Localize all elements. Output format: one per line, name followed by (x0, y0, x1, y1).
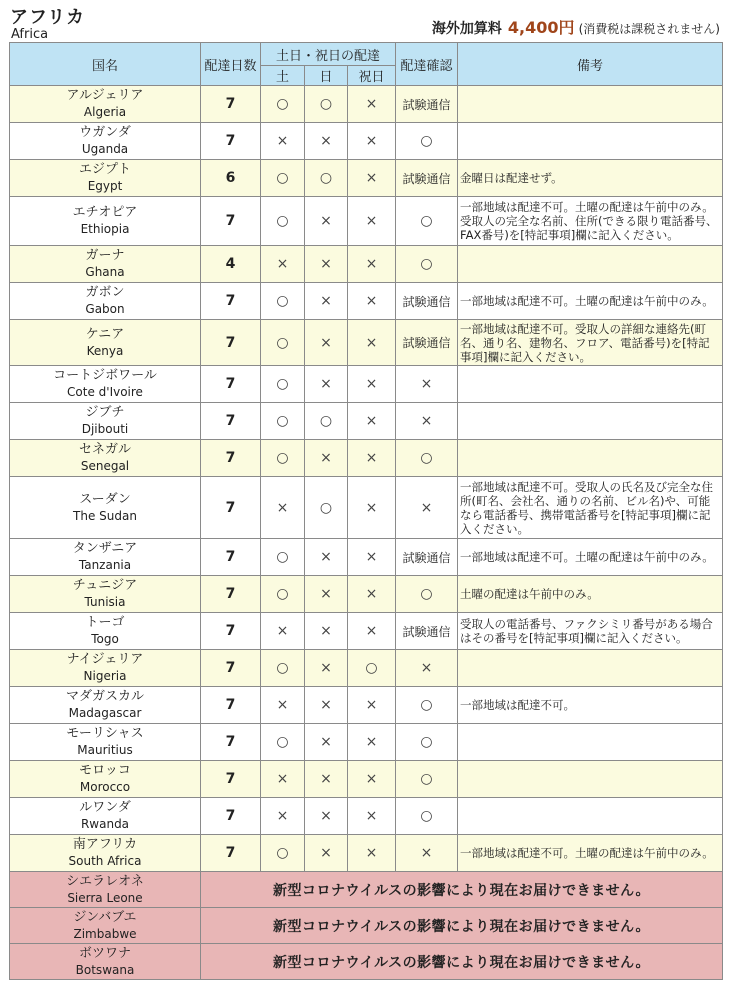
country-name-en: Ethiopia (80, 222, 130, 236)
delivery-table (9, 42, 723, 980)
header-country: 国名 (10, 43, 201, 86)
country-name-en: Tunisia (84, 595, 126, 609)
country-cell (10, 650, 201, 687)
delivery-confirm: 試験通信 (396, 86, 458, 123)
country-cell (10, 440, 201, 477)
sat-delivery: ○ (261, 403, 305, 440)
sat-delivery: ○ (261, 283, 305, 320)
delivery-days: 7 (201, 283, 261, 320)
table-row (10, 798, 723, 835)
holiday-delivery: × (348, 283, 396, 320)
country-name-jp: ボツワナ (78, 945, 131, 961)
country-name-jp: チュニジア (72, 578, 138, 593)
delivery-confirm: 試験通信 (396, 320, 458, 366)
country-name-jp: ジンバブエ (73, 909, 137, 925)
sun-delivery: × (305, 440, 348, 477)
country-name-en: The Sudan (73, 508, 137, 523)
country-name-jp: シエラレオネ (66, 873, 144, 889)
sun-delivery: × (305, 123, 348, 160)
sun-delivery: × (305, 798, 348, 835)
surcharge-info (432, 15, 720, 38)
country-name-en: Ghana (85, 265, 125, 279)
holiday-delivery: × (348, 440, 396, 477)
fee-amount: 4,400円 (507, 18, 575, 37)
header-confirm: 配達確認 (396, 43, 458, 86)
delivery-days: 7 (201, 366, 261, 403)
sat-delivery: × (261, 761, 305, 798)
holiday-delivery: × (348, 835, 396, 872)
delivery-days: 7 (201, 86, 261, 123)
delivery-days: 7 (201, 440, 261, 477)
country-name-en: Madagascar (68, 706, 142, 720)
table-row-unavailable (10, 872, 723, 908)
table-row (10, 761, 723, 798)
delivery-days: 7 (201, 320, 261, 366)
holiday-delivery: × (348, 123, 396, 160)
country-name-jp: トーゴ (85, 615, 125, 630)
country-name-jp: モロッコ (79, 763, 131, 778)
country-name-jp: アルジェリア (66, 88, 144, 103)
country-name-en: Kenya (86, 343, 124, 358)
remarks-cell (458, 246, 723, 283)
country-name-en: Botswana (75, 962, 135, 977)
country-name-en: Senegal (80, 459, 130, 473)
sun-delivery: × (305, 366, 348, 403)
sun-delivery: × (305, 687, 348, 724)
table-row (10, 283, 723, 320)
holiday-delivery: × (348, 539, 396, 576)
country-name-en: Rwanda (80, 817, 130, 831)
table-row (10, 539, 723, 576)
holiday-delivery: × (348, 197, 396, 246)
remarks-cell (458, 403, 723, 440)
sun-delivery: ○ (305, 86, 348, 123)
country-name-jp: エジプト (78, 162, 131, 177)
table-row-unavailable (10, 908, 723, 944)
remarks-cell (458, 440, 723, 477)
sat-delivery: ○ (261, 724, 305, 761)
sun-delivery: × (305, 613, 348, 650)
holiday-delivery: × (348, 724, 396, 761)
delivery-confirm: ○ (396, 761, 458, 798)
holiday-delivery: × (348, 366, 396, 403)
header-days: 配達日数 (201, 43, 261, 86)
table-row (10, 613, 723, 650)
sun-delivery: ○ (305, 403, 348, 440)
country-name-jp: スーダン (79, 491, 131, 507)
country-name-en: Tanzania (78, 558, 132, 572)
delivery-days: 7 (201, 123, 261, 160)
holiday-delivery: × (348, 798, 396, 835)
table-row (10, 440, 723, 477)
unavailable-message: 新型コロナウイルスの影響により現在お届けできません。 (201, 908, 723, 944)
delivery-confirm: ○ (396, 440, 458, 477)
country-cell (10, 724, 201, 761)
sun-delivery: × (305, 576, 348, 613)
page-title: アフリカ (10, 7, 86, 28)
header-holiday: 祝日 (348, 66, 396, 86)
sun-delivery: ○ (305, 477, 348, 539)
country-name-jp: コートジボワール (53, 368, 157, 383)
delivery-days: 7 (201, 724, 261, 761)
country-name-en: Mauritius (77, 743, 133, 757)
country-name-en: Gabon (85, 302, 125, 316)
sat-delivery: ○ (261, 197, 305, 246)
table-row (10, 123, 723, 160)
country-cell (10, 366, 201, 403)
delivery-confirm: ○ (396, 576, 458, 613)
sun-delivery: × (305, 650, 348, 687)
country-name-en: Togo (91, 632, 119, 646)
remarks-cell: 一部地域は配達不可。土曜の配達は午前中のみ。 (458, 835, 723, 872)
country-name-en: Morocco (79, 780, 131, 794)
remarks-cell: 一部地域は配達不可。土曜の配達は午前中のみ。受取人の完全な名前、住所(できる限り電話番号、FAX番号)を[特記事項]欄に記入ください。 (458, 197, 723, 246)
country-cell (10, 576, 201, 613)
sat-delivery: ○ (261, 366, 305, 403)
delivery-days: 7 (201, 576, 261, 613)
holiday-delivery: × (348, 320, 396, 366)
table-row (10, 576, 723, 613)
country-name-en: Zimbabwe (73, 926, 137, 941)
sun-delivery: × (305, 724, 348, 761)
fee-note: (消費税は課税されません) (578, 22, 720, 36)
sat-delivery: ○ (261, 160, 305, 197)
country-cell (10, 403, 201, 440)
delivery-confirm: ○ (396, 724, 458, 761)
sat-delivery: ○ (261, 440, 305, 477)
unavailable-message: 新型コロナウイルスの影響により現在お届けできません。 (201, 944, 723, 980)
remarks-cell: 一部地域は配達不可。受取人の氏名及び完全な住所(町名、会社名、通りの名前、ビル名)や、可能なら電話番号、携帯電話番号を[特記事項]欄に記入ください。 (458, 477, 723, 539)
holiday-delivery: × (348, 613, 396, 650)
header-sat: 土 (261, 66, 305, 86)
delivery-confirm: 試験通信 (396, 160, 458, 197)
country-cell (10, 123, 201, 160)
sat-delivery: ○ (261, 576, 305, 613)
country-name-en: Sierra Leone (67, 890, 143, 905)
country-cell (10, 872, 201, 908)
country-cell (10, 761, 201, 798)
sat-delivery: × (261, 798, 305, 835)
country-name-en: Nigeria (83, 669, 127, 683)
country-name-jp: ジブチ (85, 405, 125, 420)
holiday-delivery: × (348, 403, 396, 440)
remarks-cell (458, 724, 723, 761)
remarks-cell (458, 761, 723, 798)
country-cell (10, 197, 201, 246)
sat-delivery: ○ (261, 539, 305, 576)
country-name-jp: ガーナ (85, 248, 125, 263)
delivery-days: 7 (201, 197, 261, 246)
table-row-unavailable (10, 944, 723, 980)
sun-delivery: × (305, 320, 348, 366)
delivery-confirm: × (396, 477, 458, 539)
sun-delivery: × (305, 246, 348, 283)
delivery-days: 6 (201, 160, 261, 197)
remarks-cell: 土曜の配達は午前中のみ。 (458, 576, 723, 613)
country-cell (10, 539, 201, 576)
country-name-jp: マダガスカル (65, 689, 144, 704)
holiday-delivery: × (348, 86, 396, 123)
table-row (10, 246, 723, 283)
sat-delivery: × (261, 246, 305, 283)
delivery-days: 7 (201, 835, 261, 872)
delivery-confirm: ○ (396, 687, 458, 724)
country-cell (10, 798, 201, 835)
country-cell (10, 477, 201, 539)
country-cell (10, 160, 201, 197)
delivery-confirm: ○ (396, 246, 458, 283)
header-remarks: 備考 (458, 43, 723, 86)
country-cell (10, 86, 201, 123)
sun-delivery: × (305, 835, 348, 872)
table-row (10, 366, 723, 403)
country-name-jp: タンザニア (72, 541, 138, 556)
country-cell (10, 613, 201, 650)
sat-delivery: × (261, 123, 305, 160)
delivery-confirm: × (396, 366, 458, 403)
delivery-confirm: × (396, 403, 458, 440)
table-row (10, 320, 723, 366)
holiday-delivery: × (348, 160, 396, 197)
remarks-cell: 一部地域は配達不可。土曜の配達は午前中のみ。 (458, 539, 723, 576)
holiday-delivery: × (348, 477, 396, 539)
remarks-cell (458, 650, 723, 687)
delivery-days: 7 (201, 539, 261, 576)
country-name-jp: ルワンダ (79, 800, 131, 815)
sat-delivery: × (261, 477, 305, 539)
holiday-delivery: × (348, 246, 396, 283)
table-row (10, 687, 723, 724)
remarks-cell: 一部地域は配達不可。受取人の詳細な連絡先(町名、通り名、建物名、フロア、電話番号)を[特記事項]欄に記入ください。 (458, 320, 723, 366)
fee-label: 海外加算料 (431, 21, 502, 37)
sun-delivery: × (305, 539, 348, 576)
unavailable-message: 新型コロナウイルスの影響により現在お届けできません。 (201, 872, 723, 908)
delivery-confirm: 試験通信 (396, 283, 458, 320)
country-name-jp: ウガンダ (79, 125, 131, 140)
table-row (10, 160, 723, 197)
header-sun: 日 (305, 66, 348, 86)
holiday-delivery: × (348, 576, 396, 613)
delivery-days: 7 (201, 798, 261, 835)
country-name-en: Djibouti (81, 422, 129, 436)
delivery-days: 7 (201, 477, 261, 539)
holiday-delivery: ○ (348, 650, 396, 687)
delivery-days: 4 (201, 246, 261, 283)
country-cell (10, 246, 201, 283)
country-name-jp: ケニア (85, 326, 125, 342)
delivery-confirm: ○ (396, 123, 458, 160)
country-cell (10, 835, 201, 872)
page-subtitle: Africa (11, 27, 49, 42)
delivery-days: 7 (201, 687, 261, 724)
remarks-cell (458, 86, 723, 123)
country-cell (10, 283, 201, 320)
country-name-jp: 南アフリカ (72, 837, 138, 852)
country-cell (10, 320, 201, 366)
delivery-days: 7 (201, 650, 261, 687)
delivery-days: 7 (201, 403, 261, 440)
delivery-confirm: ○ (396, 798, 458, 835)
country-name-jp: ガボン (85, 285, 125, 300)
sat-delivery: × (261, 687, 305, 724)
sun-delivery: ○ (305, 160, 348, 197)
table-row (10, 835, 723, 872)
sun-delivery: × (305, 283, 348, 320)
table-row (10, 403, 723, 440)
sun-delivery: × (305, 197, 348, 246)
sat-delivery: × (261, 613, 305, 650)
delivery-confirm: × (396, 835, 458, 872)
holiday-delivery: × (348, 687, 396, 724)
header-weekend-group: 土日・祝日の配達 (261, 43, 396, 66)
remarks-cell: 一部地域は配達不可。 (458, 687, 723, 724)
sat-delivery: ○ (261, 86, 305, 123)
country-name-en: South Africa (68, 854, 142, 868)
delivery-days: 7 (201, 613, 261, 650)
country-cell (10, 908, 201, 944)
country-name-jp: セネガル (78, 442, 131, 457)
country-cell (10, 944, 201, 980)
table-row (10, 724, 723, 761)
delivery-days: 7 (201, 761, 261, 798)
country-name-jp: モーリシャス (66, 726, 144, 741)
country-name-jp: エチオピア (72, 205, 138, 220)
delivery-confirm: 試験通信 (396, 539, 458, 576)
table-row (10, 197, 723, 246)
table-row (10, 86, 723, 123)
remarks-cell (458, 123, 723, 160)
country-cell (10, 687, 201, 724)
country-name-en: Egypt (87, 179, 123, 193)
remarks-cell: 金曜日は配達せず。 (458, 160, 723, 197)
delivery-confirm: × (396, 650, 458, 687)
remarks-cell: 一部地域は配達不可。土曜の配達は午前中のみ。 (458, 283, 723, 320)
sat-delivery: ○ (261, 320, 305, 366)
remarks-cell (458, 798, 723, 835)
sat-delivery: ○ (261, 650, 305, 687)
table-row (10, 650, 723, 687)
delivery-confirm: ○ (396, 197, 458, 246)
table-row (10, 477, 723, 539)
country-name-en: Uganda (81, 142, 129, 156)
remarks-cell (458, 366, 723, 403)
country-name-en: Cote d'Ivoire (67, 385, 143, 399)
remarks-cell: 受取人の電話番号、ファクシミリ番号がある場合はその番号を[特記事項]欄に記入ください。 (458, 613, 723, 650)
sat-delivery: ○ (261, 835, 305, 872)
country-name-jp: ナイジェリア (66, 652, 144, 667)
holiday-delivery: × (348, 761, 396, 798)
sun-delivery: × (305, 761, 348, 798)
country-name-en: Algeria (83, 105, 127, 119)
delivery-confirm: 試験通信 (396, 613, 458, 650)
